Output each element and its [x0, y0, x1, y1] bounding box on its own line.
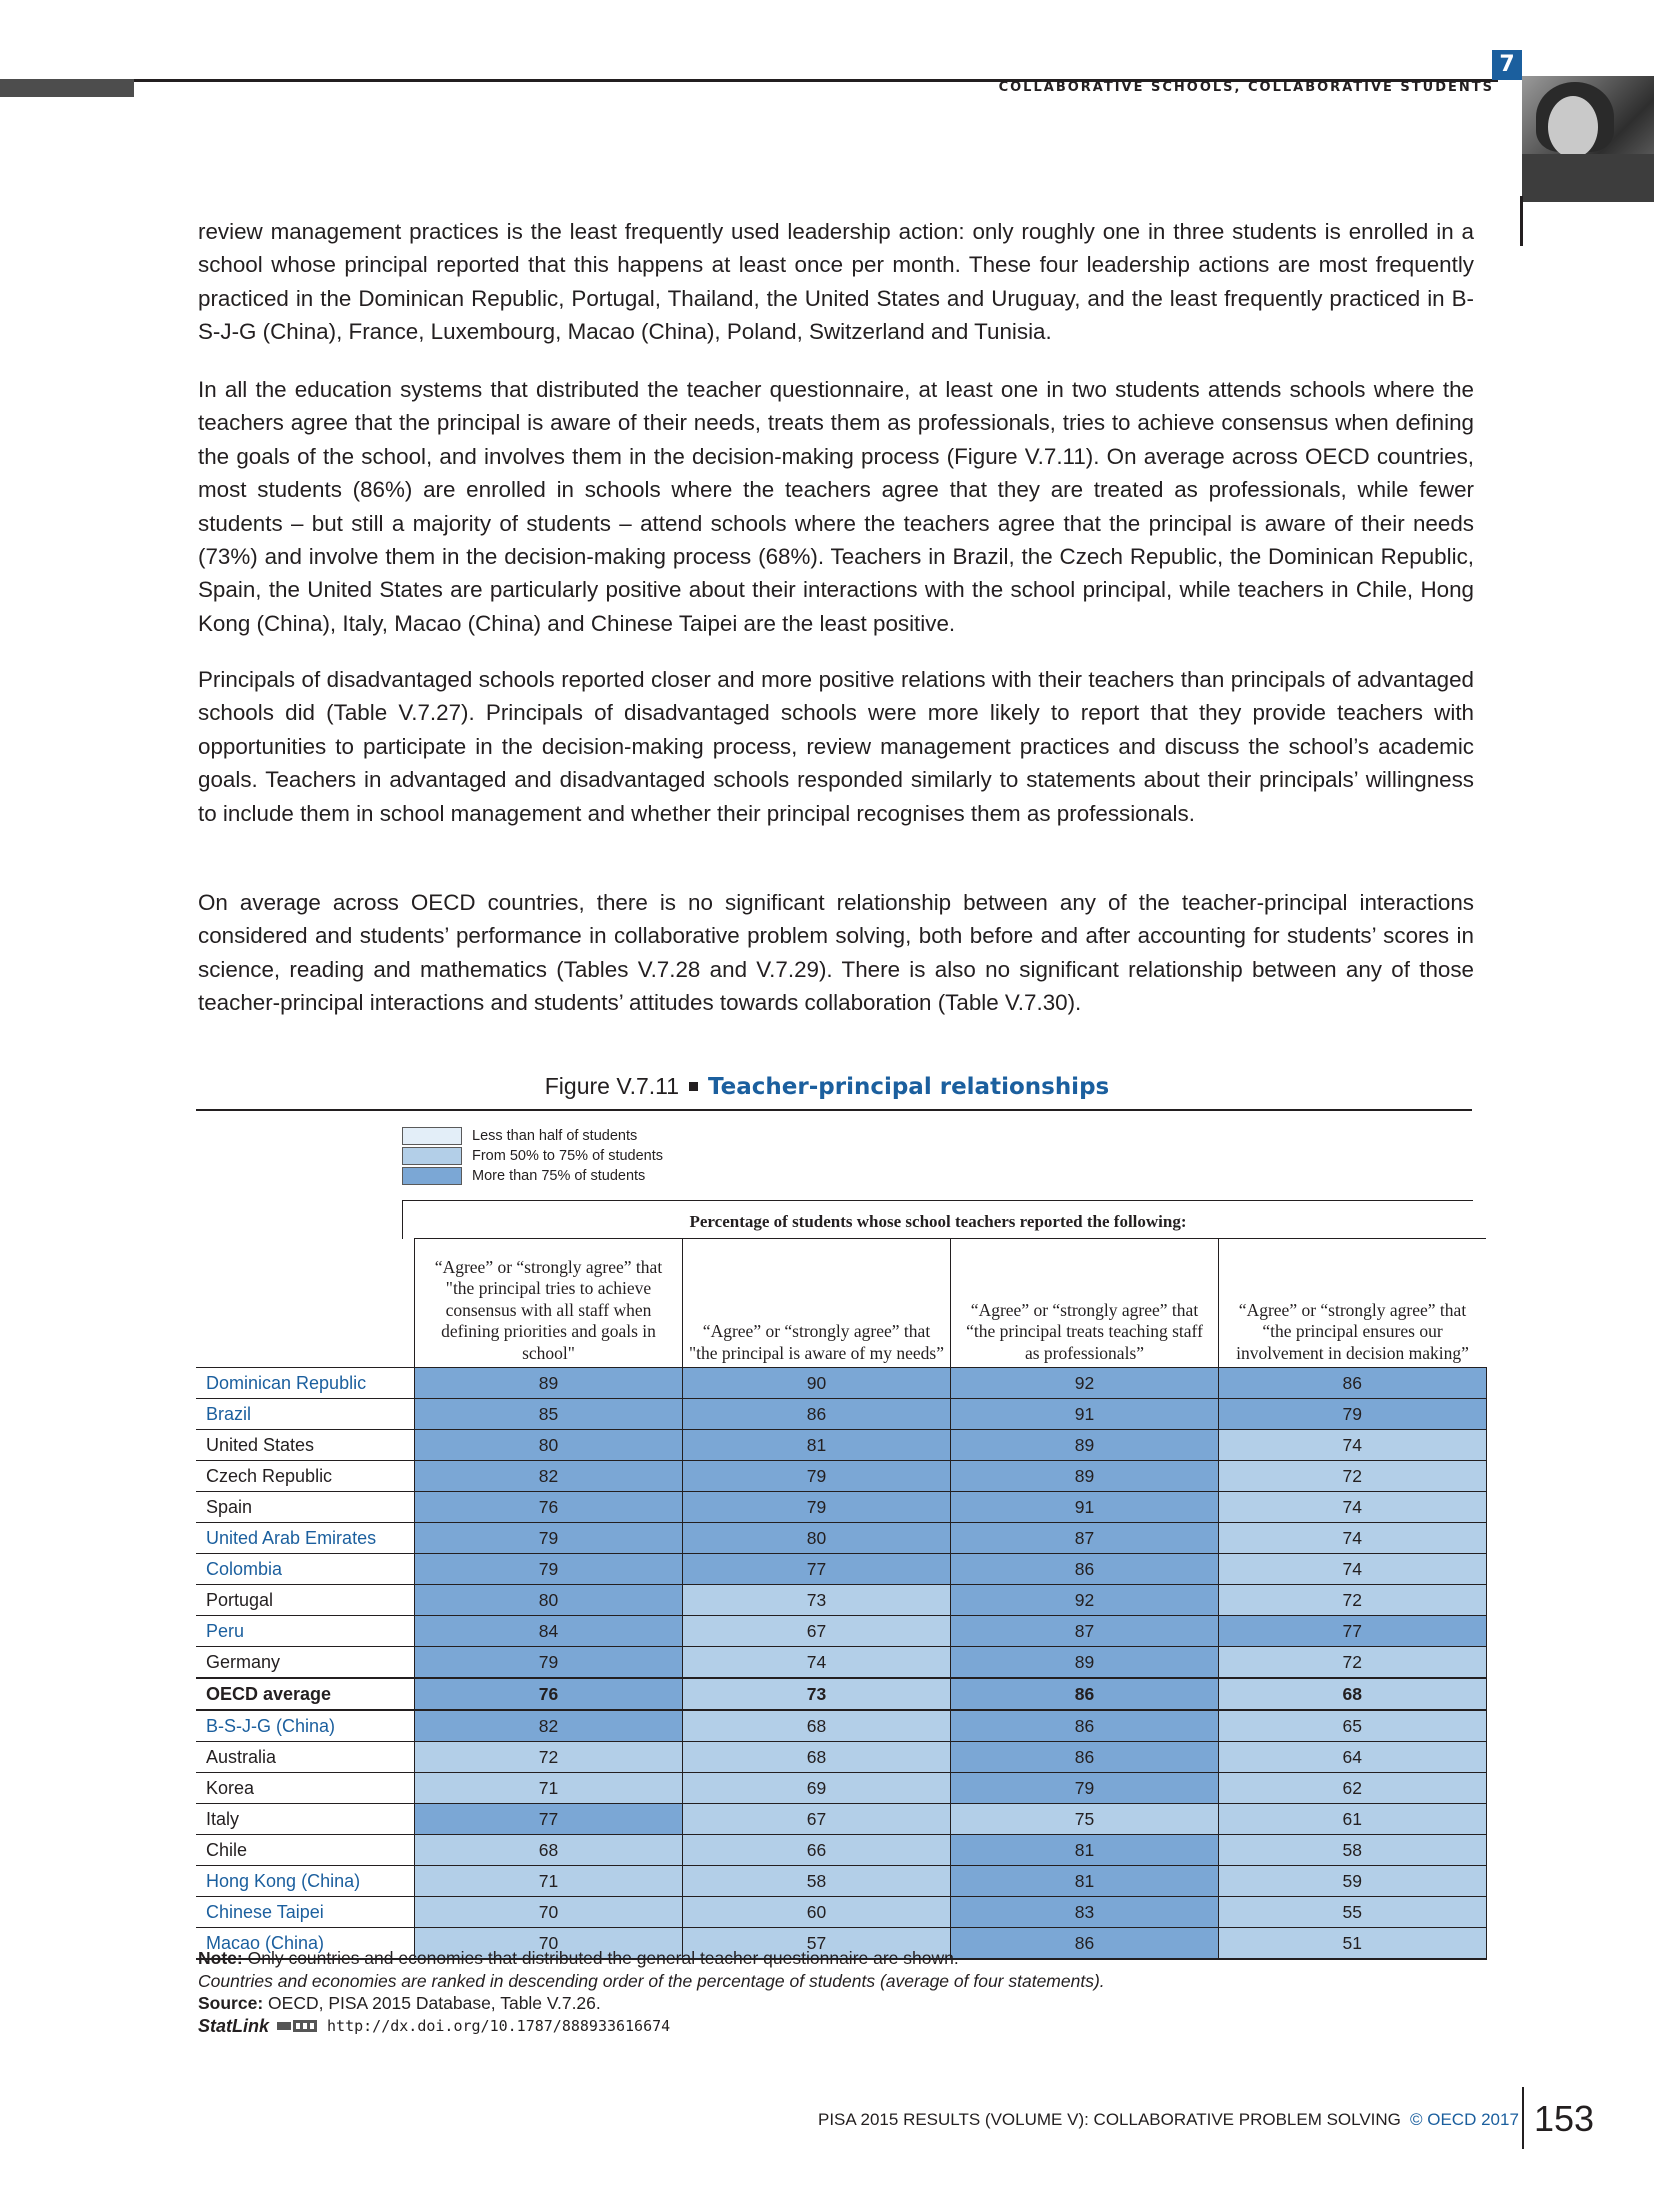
value-cell: 86 [1219, 1368, 1487, 1399]
column-header: “Agree” or “strongly agree” that “the principal ensures our involvement in decision making” [1219, 1239, 1487, 1368]
header-accent-bar [0, 79, 134, 97]
value-cell: 87 [951, 1616, 1219, 1647]
value-cell: 59 [1219, 1866, 1487, 1897]
table-row [196, 1647, 1486, 1679]
statlink [198, 2015, 1105, 2038]
footer-copyright: © OECD 2017 [1410, 2110, 1519, 2129]
table-row [196, 1616, 1486, 1647]
value-cell: 71 [415, 1773, 683, 1804]
column-header-row [196, 1239, 1486, 1368]
note-label: Note: [198, 1948, 243, 1968]
value-cell: 76 [415, 1492, 683, 1523]
column-header: “Agree” or “strongly agree” that “the principal treats teaching staff as professionals” [951, 1239, 1219, 1368]
country-cell: United States [196, 1430, 415, 1461]
table-row [196, 1492, 1486, 1523]
value-cell: 57 [683, 1928, 951, 1960]
running-title: COLLABORATIVE SCHOOLS, COLLABORATIVE STUDENTS [998, 80, 1494, 95]
country-cell: Chile [196, 1835, 415, 1866]
value-cell: 83 [951, 1897, 1219, 1928]
value-cell: 67 [683, 1616, 951, 1647]
value-cell: 81 [683, 1430, 951, 1461]
country-cell: United Arab Emirates [196, 1523, 415, 1554]
value-cell: 66 [683, 1835, 951, 1866]
footer-rule [1522, 2087, 1524, 2149]
chapter-photo [1522, 76, 1654, 202]
source-text: OECD, PISA 2015 Database, Table V.7.26. [268, 1993, 601, 2013]
paragraph-3: Principals of disadvantaged schools reported closer and more positive relations with their teachers than principals of advantaged schools did (Table V.7.27). Principals of disadvantaged schools were more likely to report that they provide teachers with opportunities to participate in the decision-making process, review management practices and discuss the school’s academic goals. Teachers in advantaged and disadvantaged schools responded similarly to statements about their principals’ willingness to include them in school management and whether their principal recognises them as professionals. [198, 667, 1474, 826]
value-cell: 92 [951, 1368, 1219, 1399]
value-cell: 79 [415, 1554, 683, 1585]
legend-swatch [402, 1167, 462, 1185]
legend-label: Less than half of students [472, 1128, 638, 1144]
value-cell: 74 [1219, 1554, 1487, 1585]
table-row [196, 1804, 1486, 1835]
paragraph-4: On average across OECD countries, there is no significant relationship between any of the teacher-principal interactions considered and students’ performance in collaborative problem solving, both before and after accounting for students’ scores in science, reading and mathematics (Tables V.7.28 and V.7.29). There is also no significant relationship between any of those teacher-principal interactions and students’ attitudes towards collaboration (Table V.7.30). [198, 890, 1474, 1016]
value-cell: 70 [415, 1897, 683, 1928]
source-line [198, 1992, 1105, 2015]
table-row [196, 1742, 1486, 1773]
value-cell: 77 [1219, 1616, 1487, 1647]
value-cell: 89 [951, 1461, 1219, 1492]
table-row [196, 1773, 1486, 1804]
value-cell: 74 [1219, 1492, 1487, 1523]
country-cell: Chinese Taipei [196, 1897, 415, 1928]
value-cell: 68 [415, 1835, 683, 1866]
country-cell: Macao (China) [196, 1928, 415, 1960]
value-cell: 60 [683, 1897, 951, 1928]
table-body [196, 1368, 1486, 1960]
value-cell: 79 [951, 1773, 1219, 1804]
value-cell: 89 [415, 1368, 683, 1399]
value-cell: 81 [951, 1866, 1219, 1897]
value-cell: 92 [951, 1585, 1219, 1616]
value-cell: 68 [683, 1742, 951, 1773]
value-cell: 55 [1219, 1897, 1487, 1928]
figure-notes [198, 1947, 1105, 2037]
value-cell: 67 [683, 1804, 951, 1835]
page-number: 153 [1534, 2098, 1595, 2139]
value-cell: 74 [683, 1647, 951, 1679]
country-cell: OECD average [196, 1678, 415, 1710]
value-cell: 62 [1219, 1773, 1487, 1804]
table-row [196, 1368, 1486, 1399]
table-row [196, 1523, 1486, 1554]
legend-label: From 50% to 75% of students [472, 1148, 664, 1164]
figure-name: Teacher-principal relationships [708, 1074, 1110, 1100]
country-cell: Colombia [196, 1554, 415, 1585]
value-cell: 69 [683, 1773, 951, 1804]
figure-top-rule [196, 1109, 1472, 1111]
value-cell: 79 [683, 1461, 951, 1492]
footer-publication: PISA 2015 RESULTS (VOLUME V): COLLABORATIVE PROBLEM SOLVING [818, 2110, 1401, 2129]
value-cell: 58 [1219, 1835, 1487, 1866]
value-cell: 77 [683, 1554, 951, 1585]
value-cell: 86 [683, 1399, 951, 1430]
value-cell: 51 [1219, 1928, 1487, 1960]
statlink-label: StatLink [198, 2015, 270, 2036]
statlink-excel-icon [277, 2019, 319, 2033]
value-cell: 79 [1219, 1399, 1487, 1430]
country-cell: Australia [196, 1742, 415, 1773]
table-row [196, 1866, 1486, 1897]
value-cell: 61 [1219, 1804, 1487, 1835]
figure-legend [402, 1126, 663, 1186]
column-header: “Agree” or “strongly agree” that "the principal tries to achieve consensus with all staff when defining priorities and goals in school" [415, 1239, 683, 1368]
value-cell: 80 [683, 1523, 951, 1554]
value-cell: 64 [1219, 1742, 1487, 1773]
value-cell: 91 [951, 1492, 1219, 1523]
value-cell: 79 [415, 1523, 683, 1554]
paragraph-1: review management practices is the least frequently used leadership action: only roughly one in three students is enrolled in a school whose principal reported that this happens at least once per month. These four leadership actions are most frequently practiced in the Dominican Republic, Portugal, Thailand, the United States and Uruguay, and the least frequently practiced in B-S-J-G (China), France, Luxembourg, Macao (China), Poland, Switzerland and Tunisia. [198, 219, 1474, 345]
table-row [196, 1399, 1486, 1430]
column-header: “Agree” or “strongly agree” that "the principal is aware of my needs” [683, 1239, 951, 1368]
value-cell: 84 [415, 1616, 683, 1647]
value-cell: 72 [415, 1742, 683, 1773]
figure-number: Figure V.7.11 [544, 1073, 680, 1099]
table-row [196, 1585, 1486, 1616]
country-cell: B-S-J-G (China) [196, 1710, 415, 1742]
value-cell: 80 [415, 1585, 683, 1616]
country-cell: Dominican Republic [196, 1368, 415, 1399]
legend-item [402, 1146, 663, 1166]
value-cell: 86 [951, 1554, 1219, 1585]
value-cell: 70 [415, 1928, 683, 1960]
country-cell: Korea [196, 1773, 415, 1804]
value-cell: 71 [415, 1866, 683, 1897]
legend-item [402, 1166, 663, 1186]
value-cell: 68 [1219, 1678, 1487, 1710]
legend-swatch [402, 1147, 462, 1165]
source-label: Source: [198, 1993, 264, 2013]
legend-label: More than 75% of students [472, 1168, 646, 1184]
value-cell: 86 [951, 1710, 1219, 1742]
value-cell: 87 [951, 1523, 1219, 1554]
value-cell: 79 [415, 1647, 683, 1679]
value-cell: 72 [1219, 1647, 1487, 1679]
country-cell: Spain [196, 1492, 415, 1523]
country-cell: Hong Kong (China) [196, 1866, 415, 1897]
table-row [196, 1461, 1486, 1492]
value-cell: 91 [951, 1399, 1219, 1430]
table-super-header: Percentage of students whose school teachers reported the following: [402, 1200, 1473, 1239]
legend-item [402, 1126, 663, 1146]
value-cell: 65 [1219, 1710, 1487, 1742]
value-cell: 73 [683, 1585, 951, 1616]
value-cell: 86 [951, 1678, 1219, 1710]
table-row [196, 1430, 1486, 1461]
relationships-table [196, 1238, 1487, 1960]
value-cell: 79 [683, 1492, 951, 1523]
value-cell: 89 [951, 1430, 1219, 1461]
header-corner [196, 1239, 415, 1368]
country-cell: Czech Republic [196, 1461, 415, 1492]
value-cell: 76 [415, 1678, 683, 1710]
ranking-note: Countries and economies are ranked in descending order of the percentage of students (average of four statements). [198, 1970, 1105, 1991]
value-cell: 89 [951, 1647, 1219, 1679]
value-cell: 86 [951, 1928, 1219, 1960]
value-cell: 73 [683, 1678, 951, 1710]
figure-title [0, 1073, 1654, 1100]
country-cell: Italy [196, 1804, 415, 1835]
country-cell: Peru [196, 1616, 415, 1647]
title-separator-icon [689, 1082, 698, 1091]
value-cell: 90 [683, 1368, 951, 1399]
chapter-number-badge: 7 [1492, 50, 1522, 80]
note-line [198, 1947, 1105, 1970]
paragraph-2: In all the education systems that distributed the teacher questionnaire, at least one in two students attends schools where the teachers agree that the principal is aware of their needs, treats them as professionals, tries to achieve consensus when defining the goals of the school, and involves them in the decision-making process (Figure V.7.11). On average across OECD countries, most students (86%) are enrolled in schools where the teachers agree that they are treated as professionals, while fewer students – but still a majority of students – attend schools where the teachers agree that the principal is aware of their needs (73%) and involve them in the decision-making process (68%). Teachers in Brazil, the Czech Republic, the Dominican Republic, Spain, the United States are particularly positive about their interactions with the school principal, while teachers in Chile, Hong Kong (China), Italy, Macao (China) and Chinese Taipei are the least positive. [198, 377, 1474, 636]
table-row [196, 1897, 1486, 1928]
value-cell: 82 [415, 1710, 683, 1742]
table-row [196, 1835, 1486, 1866]
value-cell: 74 [1219, 1430, 1487, 1461]
oecd-average-row [196, 1678, 1486, 1710]
country-cell: Brazil [196, 1399, 415, 1430]
value-cell: 81 [951, 1835, 1219, 1866]
table-row [196, 1554, 1486, 1585]
value-cell: 77 [415, 1804, 683, 1835]
value-cell: 68 [683, 1710, 951, 1742]
value-cell: 82 [415, 1461, 683, 1492]
value-cell: 74 [1219, 1523, 1487, 1554]
table-row [196, 1710, 1486, 1742]
value-cell: 86 [951, 1742, 1219, 1773]
statlink-url[interactable]: http://dx.doi.org/10.1787/888933616674 [327, 2016, 671, 2035]
value-cell: 58 [683, 1866, 951, 1897]
legend-swatch [402, 1127, 462, 1145]
value-cell: 85 [415, 1399, 683, 1430]
value-cell: 72 [1219, 1461, 1487, 1492]
value-cell: 75 [951, 1804, 1219, 1835]
country-cell: Germany [196, 1647, 415, 1679]
country-cell: Portugal [196, 1585, 415, 1616]
value-cell: 72 [1219, 1585, 1487, 1616]
value-cell: 80 [415, 1430, 683, 1461]
note-text: Only countries and economies that distributed the general teacher questionnaire are shown. [247, 1948, 959, 1968]
side-rule [1520, 196, 1523, 246]
